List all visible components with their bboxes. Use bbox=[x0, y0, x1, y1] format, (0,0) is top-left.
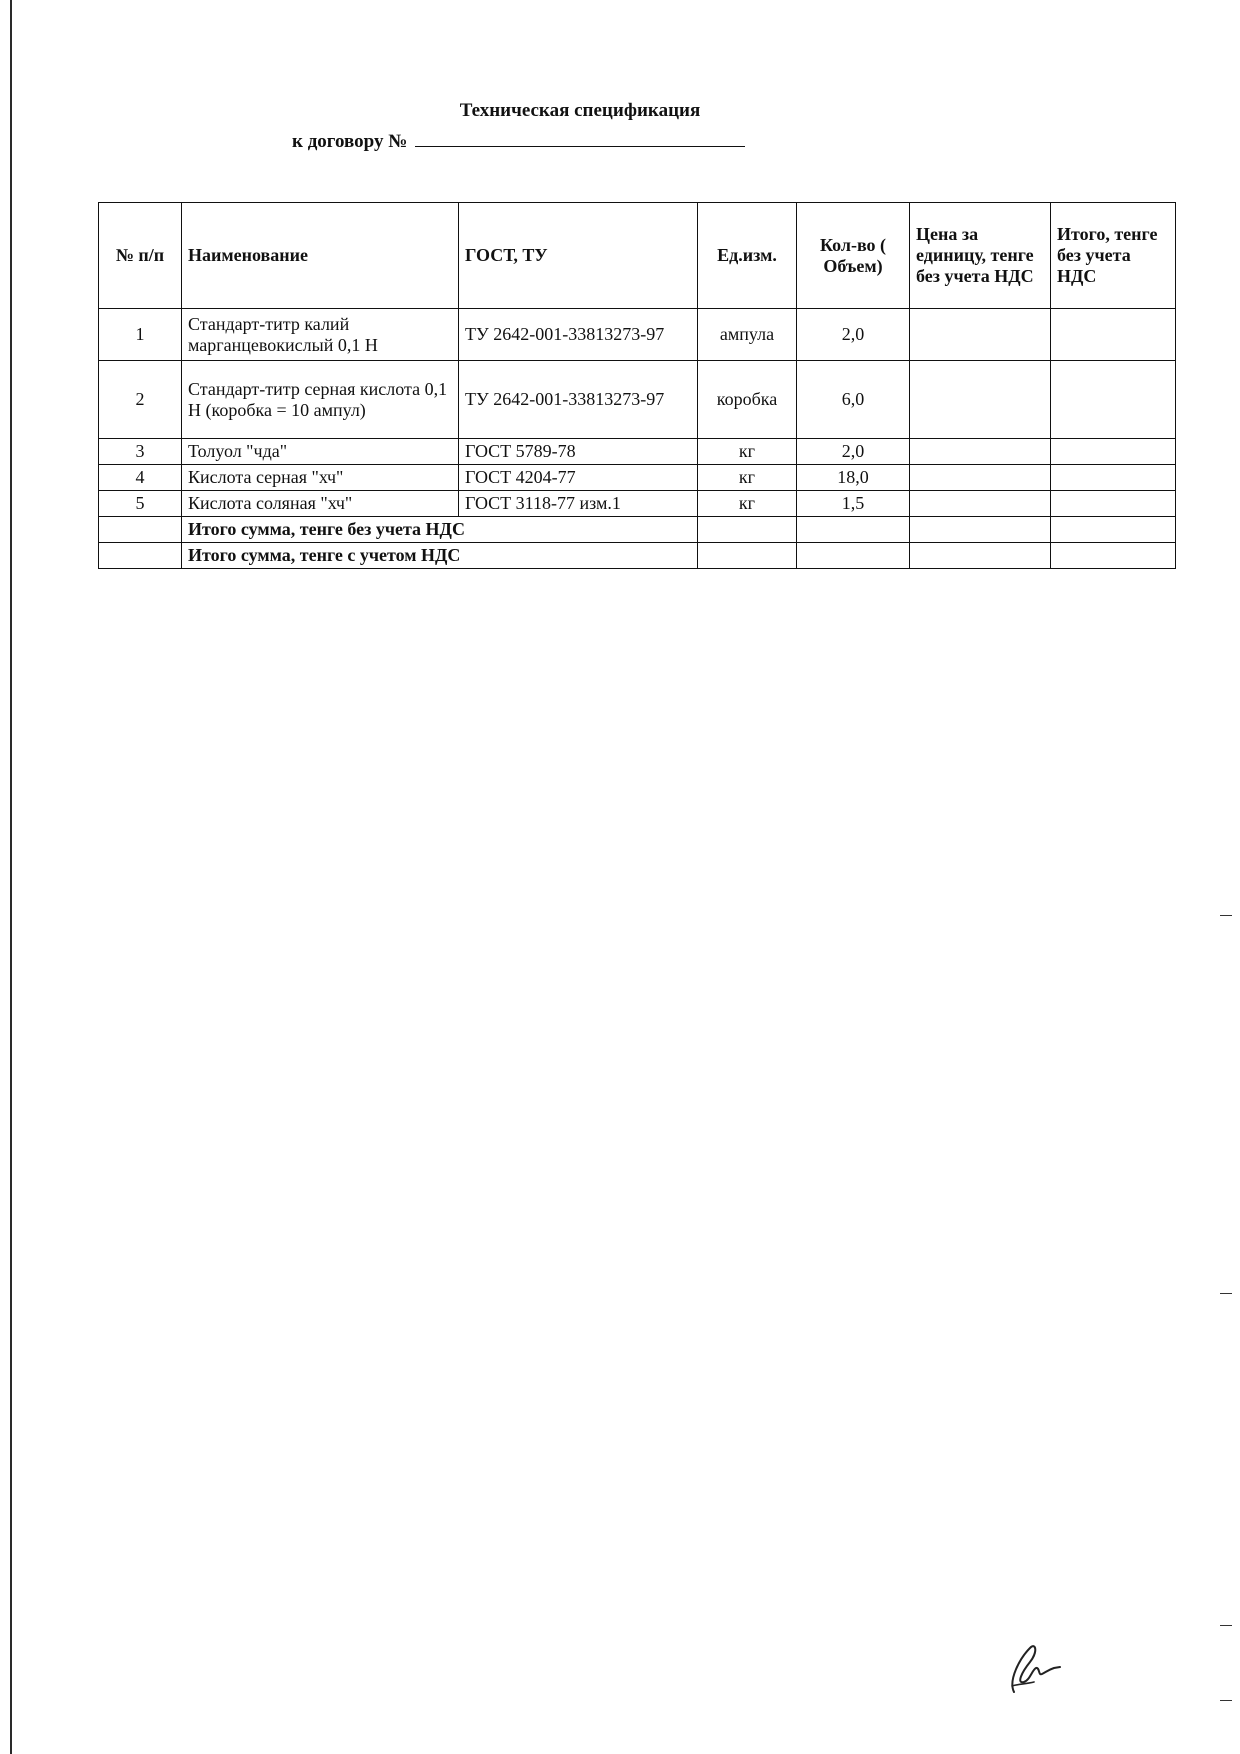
row-number: 5 bbox=[99, 491, 182, 517]
item-name: Толуол "чда" bbox=[182, 439, 459, 465]
item-unit: кг bbox=[698, 465, 797, 491]
item-gost: ГОСТ 5789-78 bbox=[459, 439, 698, 465]
specification-table bbox=[98, 202, 1176, 569]
item-total bbox=[1051, 439, 1176, 465]
table-header-row bbox=[99, 203, 1176, 309]
item-unit-price bbox=[910, 465, 1051, 491]
margin-tick-mark bbox=[1220, 1700, 1232, 1701]
item-unit-price bbox=[910, 439, 1051, 465]
col-header-quantity: Кол-во ( Объем) bbox=[797, 203, 910, 309]
item-unit: кг bbox=[698, 491, 797, 517]
total-label: Итого сумма, тенге без учета НДС bbox=[182, 517, 698, 543]
total-value bbox=[1051, 517, 1176, 543]
item-quantity: 18,0 bbox=[797, 465, 910, 491]
total-label: Итого сумма, тенге с учетом НДС bbox=[182, 543, 698, 569]
margin-tick-mark bbox=[1220, 1293, 1232, 1294]
page-margin-rule bbox=[10, 0, 12, 1754]
item-quantity: 2,0 bbox=[797, 439, 910, 465]
item-gost: ТУ 2642-001-33813273-97 bbox=[459, 361, 698, 439]
contract-number-blank bbox=[415, 128, 745, 147]
contract-label: к договору № bbox=[292, 131, 408, 152]
col-header-name: Наименование bbox=[182, 203, 459, 309]
handwritten-signature bbox=[1000, 1640, 1070, 1700]
total-value bbox=[1051, 543, 1176, 569]
total-empty-cell bbox=[698, 517, 797, 543]
item-unit: ампула bbox=[698, 309, 797, 361]
item-unit-price bbox=[910, 309, 1051, 361]
total-empty-cell bbox=[797, 543, 910, 569]
item-name: Кислота серная "хч" bbox=[182, 465, 459, 491]
item-quantity: 6,0 bbox=[797, 361, 910, 439]
item-quantity: 1,5 bbox=[797, 491, 910, 517]
margin-tick-mark bbox=[1220, 915, 1232, 916]
total-empty-cell bbox=[99, 517, 182, 543]
col-header-number: № п/п bbox=[99, 203, 182, 309]
col-header-unit-price: Цена за единицу, тенге без учета НДС bbox=[910, 203, 1051, 309]
row-number: 1 bbox=[99, 309, 182, 361]
item-total bbox=[1051, 309, 1176, 361]
margin-tick-mark bbox=[1220, 1625, 1232, 1626]
table-row bbox=[99, 361, 1176, 439]
item-name: Стандарт-титр серная кислота 0,1 Н (коробка = 10 ампул) bbox=[182, 361, 459, 439]
col-header-total: Итого, тенге без учета НДС bbox=[1051, 203, 1176, 309]
table-row bbox=[99, 309, 1176, 361]
table-row bbox=[99, 465, 1176, 491]
item-total bbox=[1051, 361, 1176, 439]
total-row-with-vat bbox=[99, 543, 1176, 569]
table-row bbox=[99, 439, 1176, 465]
item-quantity: 2,0 bbox=[797, 309, 910, 361]
row-number: 3 bbox=[99, 439, 182, 465]
total-empty-cell bbox=[910, 517, 1051, 543]
col-header-unit: Ед.изм. bbox=[698, 203, 797, 309]
total-empty-cell bbox=[99, 543, 182, 569]
table-row bbox=[99, 491, 1176, 517]
item-name: Кислота соляная "хч" bbox=[182, 491, 459, 517]
item-unit-price bbox=[910, 361, 1051, 439]
item-unit: коробка bbox=[698, 361, 797, 439]
total-empty-cell bbox=[698, 543, 797, 569]
item-unit-price bbox=[910, 491, 1051, 517]
total-empty-cell bbox=[910, 543, 1051, 569]
item-gost: ТУ 2642-001-33813273-97 bbox=[459, 309, 698, 361]
item-total bbox=[1051, 465, 1176, 491]
row-number: 2 bbox=[99, 361, 182, 439]
col-header-gost: ГОСТ, ТУ bbox=[459, 203, 698, 309]
row-number: 4 bbox=[99, 465, 182, 491]
item-unit: кг bbox=[698, 439, 797, 465]
item-gost: ГОСТ 3118-77 изм.1 bbox=[459, 491, 698, 517]
item-name: Стандарт-титр калий марганцевокислый 0,1 Н bbox=[182, 309, 459, 361]
item-total bbox=[1051, 491, 1176, 517]
item-gost: ГОСТ 4204-77 bbox=[459, 465, 698, 491]
total-row-without-vat bbox=[99, 517, 1176, 543]
document-title: Техническая спецификация bbox=[459, 100, 701, 121]
total-empty-cell bbox=[797, 517, 910, 543]
contract-number-line bbox=[292, 128, 745, 153]
